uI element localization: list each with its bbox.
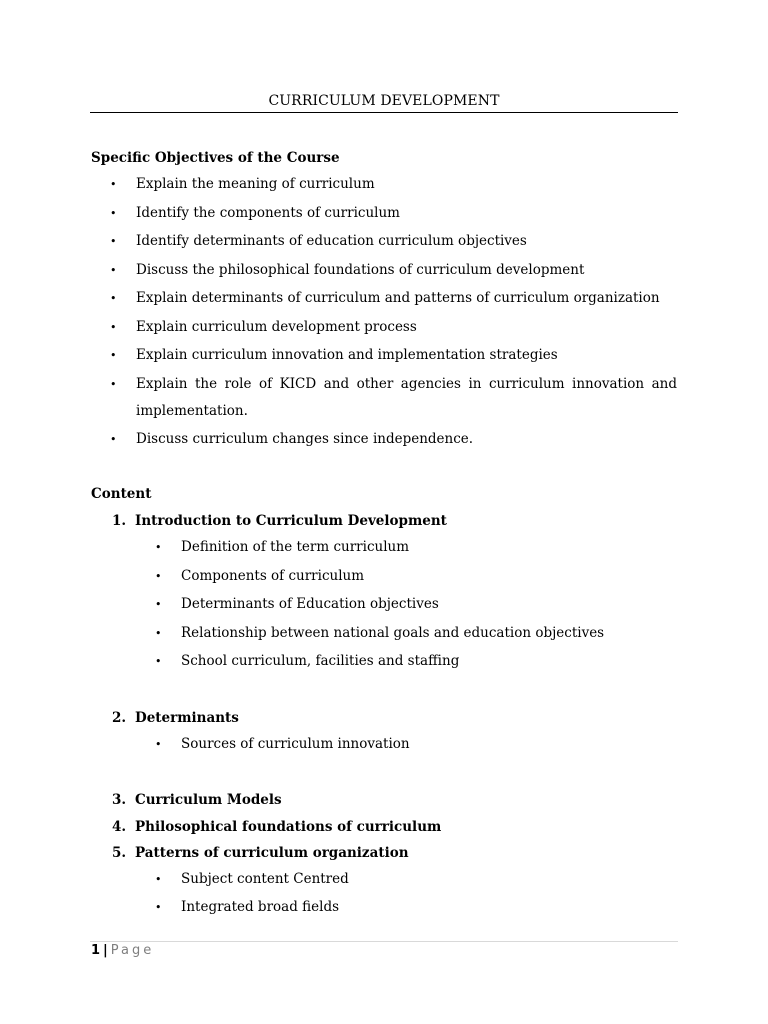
page-footer — [91, 943, 154, 958]
bullet-icon: • — [155, 901, 162, 914]
bullet-icon: • — [110, 235, 117, 248]
bullet-icon: • — [155, 541, 162, 554]
section-1-item: • Determinants of Education objectives — [181, 591, 439, 618]
bullet-icon: • — [110, 264, 117, 277]
footer-separator: | — [103, 943, 108, 958]
objective-item: • Explain determinants of curriculum and patterns of curriculum organization — [136, 285, 660, 312]
bullet-icon: • — [110, 321, 117, 334]
bullet-icon: • — [110, 433, 117, 446]
section-1-item: • Relationship between national goals and education objectives — [181, 620, 604, 647]
objective-item: • Identify the components of curriculum — [136, 200, 400, 227]
bullet-icon: • — [155, 598, 162, 611]
bullet-icon: • — [155, 655, 162, 668]
bullet-icon: • — [155, 873, 162, 886]
objective-item: • Explain curriculum development process — [136, 314, 417, 341]
content-section-1: 1. Introduction to Curriculum Development — [112, 513, 447, 529]
objective-item: • Identify determinants of education curriculum objectives — [136, 228, 527, 255]
bullet-icon: • — [110, 178, 117, 191]
objective-item: • Discuss the philosophical foundations of curriculum development — [136, 257, 584, 284]
section-5-item: • Subject content Centred — [181, 866, 349, 893]
content-section-3: 3. Curriculum Models — [112, 792, 282, 808]
bullet-icon: • — [155, 570, 162, 583]
bullet-icon: • — [110, 207, 117, 220]
bullet-icon: • — [110, 378, 117, 391]
bullet-icon: • — [110, 349, 117, 362]
content-section-5: 5. Patterns of curriculum organization — [112, 845, 409, 861]
section-1-item: • Definition of the term curriculum — [181, 534, 409, 561]
objective-item-continuation: implementation. — [136, 403, 248, 419]
objective-item: • Explain the meaning of curriculum — [136, 171, 375, 198]
document-title: CURRICULUM DEVELOPMENT — [268, 93, 500, 109]
section-2-item: • Sources of curriculum innovation — [181, 731, 410, 758]
content-section-4: 4. Philosophical foundations of curriculum — [112, 819, 442, 835]
footer-divider — [90, 941, 678, 942]
section-1-item: • School curriculum, facilities and staffing — [181, 648, 459, 675]
page-label: Page — [110, 943, 155, 958]
content-section-2: 2. Determinants — [112, 710, 239, 726]
bullet-icon: • — [110, 292, 117, 305]
section-5-item: • Integrated broad fields — [181, 894, 339, 921]
objective-item: • Discuss curriculum changes since independence. — [136, 426, 473, 453]
bullet-icon: • — [155, 627, 162, 640]
title-underline — [90, 112, 678, 113]
page-number: 1 — [91, 943, 101, 958]
objectives-heading: Specific Objectives of the Course — [91, 150, 340, 166]
bullet-icon: • — [155, 738, 162, 751]
content-heading: Content — [91, 486, 152, 502]
objective-item: • Explain the role of KICD and other agencies in curriculum innovation and — [136, 371, 677, 398]
objective-item: • Explain curriculum innovation and implementation strategies — [136, 342, 558, 369]
section-1-item: • Components of curriculum — [181, 563, 364, 590]
